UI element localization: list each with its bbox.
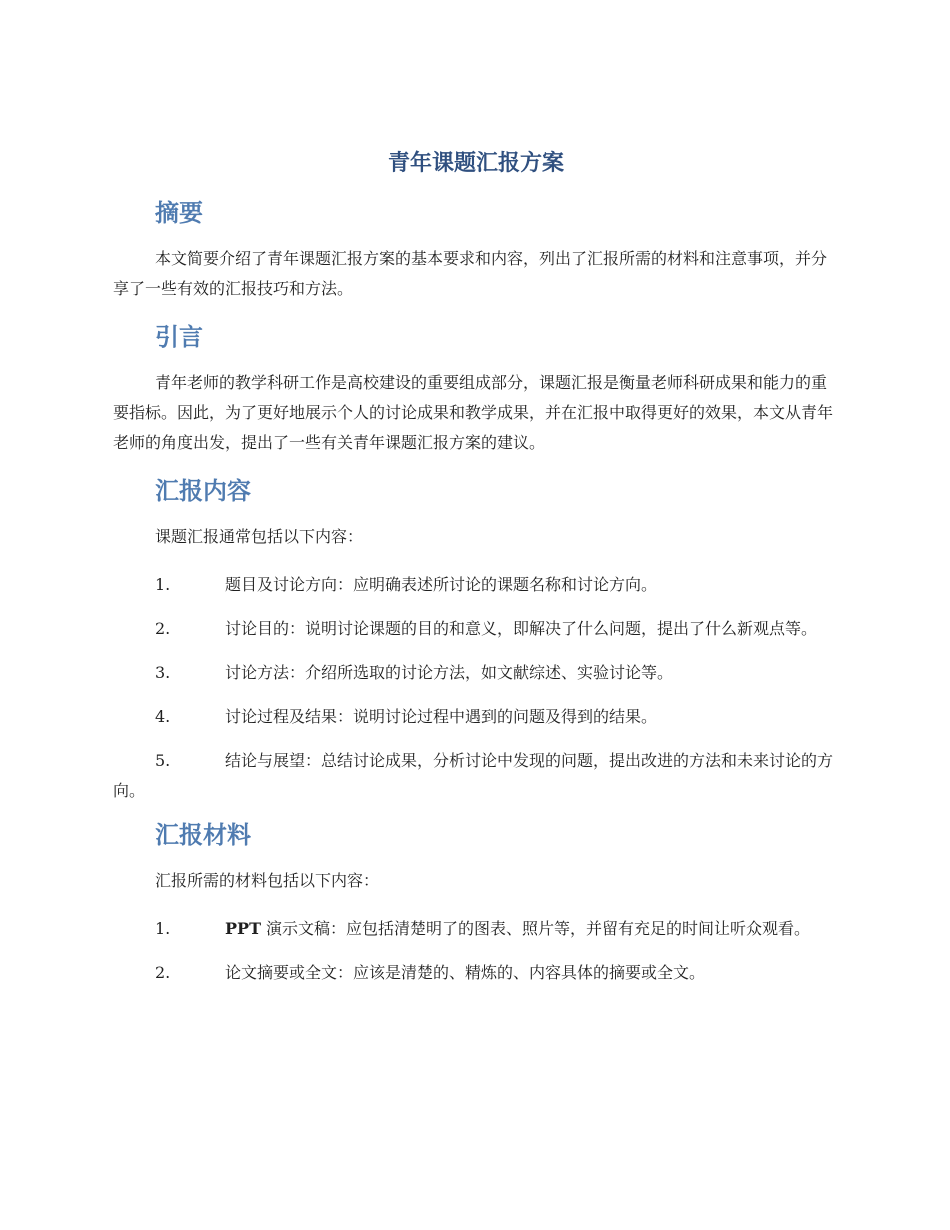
list-text: 演示文稿：应包括清楚明了的图表、照片等，并留有充足的时间让听众观看。	[260, 919, 811, 938]
heading-intro: 引言	[155, 323, 203, 351]
list-number: 3.	[155, 663, 171, 682]
list-text: 论文摘要或全文：应该是清楚的、精炼的、内容具体的摘要或全文。	[225, 963, 706, 982]
list-bold-lead: PPT	[225, 919, 261, 938]
list-number: 5.	[155, 751, 171, 770]
list-item	[113, 702, 839, 732]
list-text: 讨论目的：说明讨论课题的目的和意义，即解决了什么问题，提出了什么新观点等。	[225, 619, 818, 638]
list-number: 2.	[155, 963, 171, 982]
document-title: 青年课题汇报方案	[387, 151, 564, 176]
report-content-lead: 课题汇报通常包括以下内容：	[155, 527, 364, 546]
abstract-paragraph: 本文简要介绍了青年课题汇报方案的基本要求和内容，列出了汇报所需的材料和注意事项，并分享了一些有效的汇报技巧和方法。	[113, 249, 828, 298]
list-item	[113, 570, 839, 600]
list-item	[113, 746, 839, 806]
list-item	[113, 914, 839, 944]
report-materials-lead: 汇报所需的材料包括以下内容：	[155, 871, 380, 890]
list-item	[113, 658, 839, 688]
intro-paragraph: 青年老师的教学科研工作是高校建设的重要组成部分，课题汇报是衡量老师科研成果和能力的重要指标。因此，为了更好地展示个人的讨论成果和教学成果，并在汇报中取得更好的效果，本文从青年老师的角度出发，提出了一些有关青年课题汇报方案的建议。	[113, 373, 834, 452]
document-content	[113, 140, 839, 1002]
list-text: 讨论过程及结果：说明讨论过程中遇到的问题及得到的结果。	[225, 707, 658, 726]
list-number: 1.	[155, 575, 171, 594]
list-text: 题目及讨论方向：应明确表述所讨论的课题名称和讨论方向。	[225, 575, 658, 594]
list-text: 结论与展望：总结讨论成果，分析讨论中发现的问题，提出改进的方法和未来讨论的方向。	[113, 751, 834, 800]
list-item	[113, 958, 839, 988]
list-text: 讨论方法：介绍所选取的讨论方法，如文献综述、实验讨论等。	[225, 663, 674, 682]
list-number: 2.	[155, 619, 171, 638]
heading-report-materials: 汇报材料	[155, 821, 251, 849]
list-number: 1.	[155, 919, 171, 938]
list-item	[113, 614, 839, 644]
list-number: 4.	[155, 707, 171, 726]
heading-abstract: 摘要	[155, 199, 203, 227]
heading-report-content: 汇报内容	[155, 477, 251, 505]
